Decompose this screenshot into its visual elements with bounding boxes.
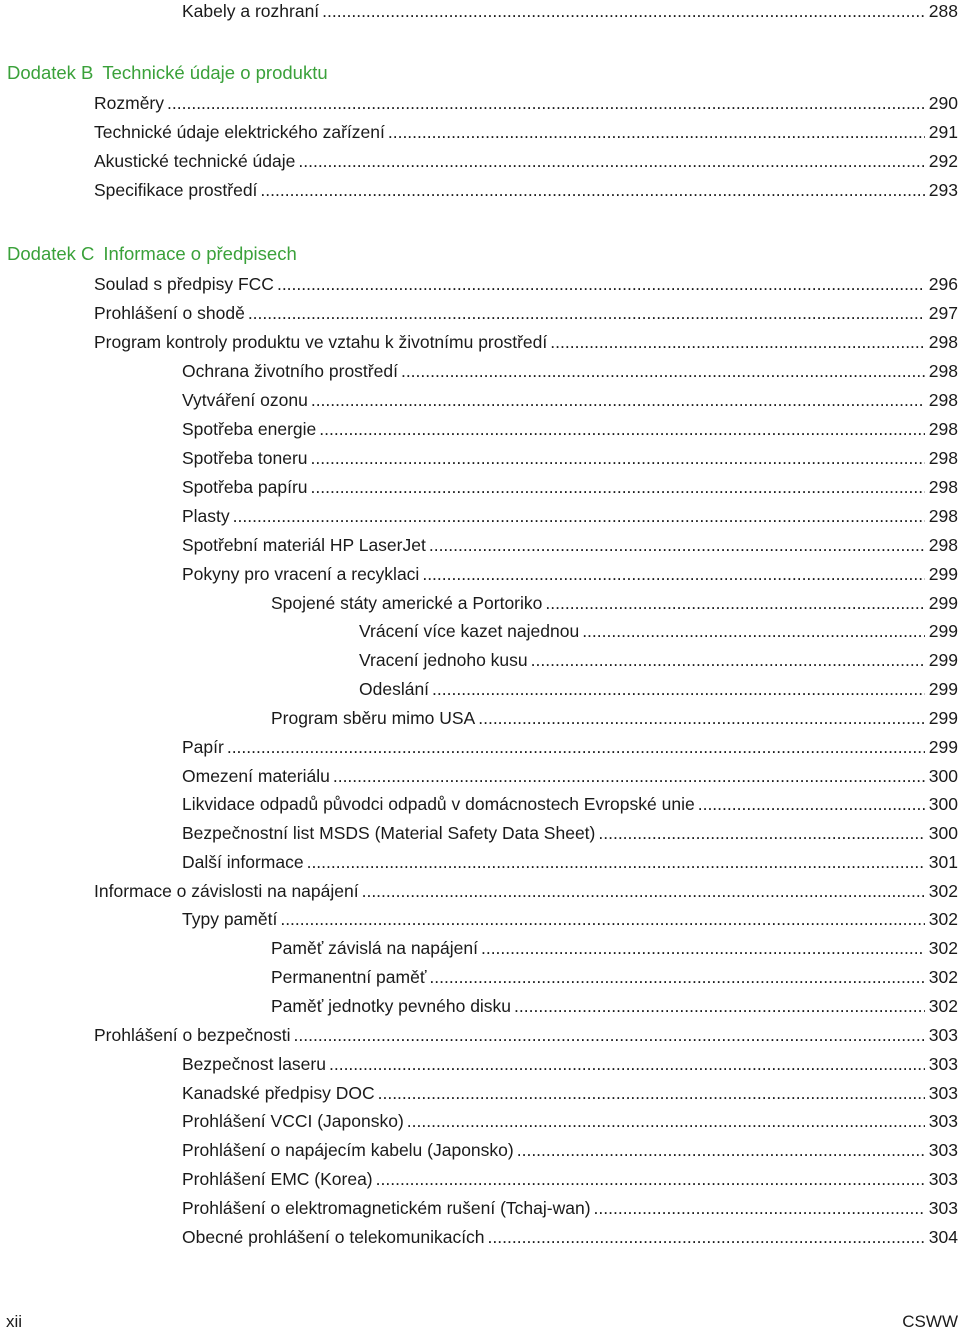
dot-leader bbox=[401, 360, 925, 382]
toc-entry-page: 303 bbox=[928, 1140, 958, 1160]
toc-entry[interactable] bbox=[182, 908, 958, 930]
toc-entry-page: 303 bbox=[928, 1111, 958, 1131]
dot-leader bbox=[594, 1197, 925, 1219]
dot-leader bbox=[307, 851, 925, 873]
toc-entry-title: Vracení jednoho kusu bbox=[359, 650, 528, 670]
toc-entry[interactable] bbox=[182, 1053, 958, 1075]
toc-entry[interactable] bbox=[94, 880, 958, 902]
toc-entry-page: 303 bbox=[928, 1083, 958, 1103]
toc-entry[interactable] bbox=[182, 447, 958, 469]
toc-entry[interactable] bbox=[182, 476, 958, 498]
toc-entry-page: 303 bbox=[928, 1169, 958, 1189]
toc-entry-title: Spojené státy americké a Portoriko bbox=[271, 593, 543, 613]
toc-entry[interactable] bbox=[182, 736, 958, 758]
toc-entry[interactable] bbox=[182, 534, 958, 556]
toc-entry-page: 303 bbox=[928, 1198, 958, 1218]
dot-leader bbox=[260, 179, 924, 201]
toc-entry-title: Rozměry bbox=[94, 93, 165, 113]
toc-entry-title: Spotřební materiál HP LaserJet bbox=[182, 535, 426, 555]
toc-entry-title: Typy pamětí bbox=[182, 909, 278, 929]
toc-entry-title: Vrácení více kazet najednou bbox=[359, 621, 580, 641]
dot-leader bbox=[478, 707, 925, 729]
dot-leader bbox=[280, 908, 924, 930]
toc-entry[interactable] bbox=[182, 563, 958, 585]
toc-entry-title: Technické údaje elektrického zařízení bbox=[94, 122, 385, 142]
toc-entry-page: 288 bbox=[928, 1, 958, 21]
toc-entry-title: Prohlášení o elektromagnetickém rušení (Tchaj-wan) bbox=[182, 1198, 591, 1218]
dot-leader bbox=[376, 1168, 925, 1190]
dot-leader bbox=[233, 505, 925, 527]
toc-entry-page: 302 bbox=[928, 909, 958, 929]
footer-doc-code: CSWW bbox=[902, 1312, 958, 1331]
dot-leader bbox=[481, 937, 925, 959]
dot-leader bbox=[378, 1082, 925, 1104]
appendix-c-heading[interactable] bbox=[7, 242, 297, 266]
toc-entry[interactable] bbox=[94, 273, 958, 295]
toc-entry[interactable] bbox=[182, 1168, 958, 1190]
appendix-b-heading[interactable] bbox=[7, 61, 328, 85]
toc-entry-title: Další informace bbox=[182, 852, 304, 872]
toc-entry[interactable] bbox=[182, 765, 958, 787]
toc-entry[interactable] bbox=[182, 1082, 958, 1104]
footer-page-number: xii bbox=[6, 1312, 23, 1331]
toc-entry[interactable] bbox=[182, 851, 958, 873]
dot-leader bbox=[333, 765, 925, 787]
dot-leader bbox=[422, 563, 924, 585]
dot-leader bbox=[698, 793, 925, 815]
toc-entry-title: Spotřeba papíru bbox=[182, 477, 308, 497]
dot-leader bbox=[311, 389, 925, 411]
toc-entry-page: 303 bbox=[928, 1054, 958, 1074]
toc-entry-title: Paměť jednotky pevného disku bbox=[271, 996, 512, 1016]
toc-entry-title: Soulad s předpisy FCC bbox=[94, 274, 274, 294]
toc-entry-title: Plasty bbox=[182, 506, 230, 526]
dot-leader bbox=[517, 1139, 925, 1161]
toc-entry-title: Vytváření ozonu bbox=[182, 390, 308, 410]
toc-entry-page: 300 bbox=[928, 794, 958, 814]
toc-entry-page: 303 bbox=[928, 1025, 958, 1045]
toc-entry-page: 299 bbox=[928, 621, 958, 641]
toc-entry-page: 300 bbox=[928, 766, 958, 786]
toc-entry-title: Prohlášení o bezpečnosti bbox=[94, 1025, 291, 1045]
toc-entry-title: Papír bbox=[182, 737, 224, 757]
toc-entry[interactable] bbox=[182, 793, 958, 815]
toc-entry-title: Bezpečnostní list MSDS (Material Safety Data Sheet) bbox=[182, 823, 596, 843]
toc-entry-page: 291 bbox=[928, 122, 958, 142]
toc-entry-title: Odeslání bbox=[359, 679, 430, 699]
toc-entry-page: 302 bbox=[928, 881, 958, 901]
toc-entry-title: Program sběru mimo USA bbox=[271, 708, 476, 728]
toc-entry[interactable] bbox=[94, 92, 958, 114]
toc-entry-title: Spotřeba energie bbox=[182, 419, 317, 439]
dot-leader bbox=[311, 447, 925, 469]
toc-entry-page: 293 bbox=[928, 180, 958, 200]
toc-entry[interactable] bbox=[182, 418, 958, 440]
toc-entry-page: 298 bbox=[928, 506, 958, 526]
toc-entry-title: Akustické technické údaje bbox=[94, 151, 296, 171]
toc-entry-title: Specifikace prostředí bbox=[94, 180, 258, 200]
toc-entry-title: Omezení materiálu bbox=[182, 766, 330, 786]
dot-leader bbox=[294, 1024, 925, 1046]
toc-entry[interactable] bbox=[359, 620, 958, 642]
toc-entry[interactable] bbox=[182, 0, 958, 22]
toc-entry-page: 304 bbox=[928, 1227, 958, 1247]
toc-entry-page: 298 bbox=[928, 390, 958, 410]
toc-entry-title: Permanentní paměť bbox=[271, 967, 427, 987]
toc-entry-page: 302 bbox=[928, 938, 958, 958]
dot-leader bbox=[329, 1053, 925, 1075]
toc-entry[interactable] bbox=[271, 937, 958, 959]
dot-leader bbox=[227, 736, 925, 758]
dot-leader bbox=[322, 0, 925, 22]
toc-entry-page: 299 bbox=[928, 679, 958, 699]
toc-entry[interactable] bbox=[182, 505, 958, 527]
dot-leader bbox=[582, 620, 925, 642]
toc-entry[interactable] bbox=[94, 1024, 958, 1046]
appendix-title: Technické údaje o produktu bbox=[102, 62, 328, 83]
toc-entry[interactable] bbox=[94, 179, 958, 201]
toc-entry-title: Obecné prohlášení o telekomunikacích bbox=[182, 1227, 485, 1247]
toc-entry[interactable] bbox=[182, 389, 958, 411]
toc-entry-page: 302 bbox=[928, 996, 958, 1016]
toc-entry-title: Spotřeba toneru bbox=[182, 448, 308, 468]
dot-leader bbox=[488, 1226, 925, 1248]
dot-leader bbox=[248, 302, 925, 324]
toc-entry-page: 300 bbox=[928, 823, 958, 843]
toc-entry-page: 302 bbox=[928, 967, 958, 987]
appendix-label: Dodatek C bbox=[7, 243, 95, 264]
toc-entry-page: 298 bbox=[928, 361, 958, 381]
toc-entry-page: 299 bbox=[928, 564, 958, 584]
toc-entry-page: 290 bbox=[928, 93, 958, 113]
toc-entry[interactable] bbox=[271, 995, 958, 1017]
toc-entry-page: 299 bbox=[928, 593, 958, 613]
toc-entry-title: Ochrana životního prostředí bbox=[182, 361, 398, 381]
toc-entry[interactable] bbox=[182, 822, 958, 844]
toc-entry[interactable] bbox=[94, 331, 958, 353]
toc-entry[interactable] bbox=[182, 1139, 958, 1161]
toc-entry[interactable] bbox=[271, 707, 958, 729]
toc-entry[interactable] bbox=[94, 302, 958, 324]
dot-leader bbox=[319, 418, 925, 440]
toc-entry-page: 298 bbox=[928, 448, 958, 468]
toc-entry-title: Pokyny pro vracení a recyklaci bbox=[182, 564, 420, 584]
toc-entry-page: 297 bbox=[928, 303, 958, 323]
dot-leader bbox=[429, 534, 925, 556]
toc-entry-title: Prohlášení EMC (Korea) bbox=[182, 1169, 373, 1189]
toc-entry-title: Bezpečnost laseru bbox=[182, 1054, 326, 1074]
dot-leader bbox=[598, 822, 924, 844]
toc-entry-title: Paměť závislá na napájení bbox=[271, 938, 478, 958]
toc-entry[interactable] bbox=[182, 1226, 958, 1248]
toc-entry-title: Prohlášení VCCI (Japonsko) bbox=[182, 1111, 404, 1131]
toc-entry-page: 299 bbox=[928, 708, 958, 728]
toc-entry-page: 299 bbox=[928, 650, 958, 670]
toc-entry-page: 298 bbox=[928, 477, 958, 497]
toc-entry-page: 301 bbox=[928, 852, 958, 872]
dot-leader bbox=[514, 995, 925, 1017]
dot-leader bbox=[298, 150, 924, 172]
toc-entry[interactable] bbox=[182, 1197, 958, 1219]
toc-entry-page: 298 bbox=[928, 419, 958, 439]
toc-entry[interactable] bbox=[94, 150, 958, 172]
toc-entry-page: 292 bbox=[928, 151, 958, 171]
dot-leader bbox=[167, 92, 925, 114]
dot-leader bbox=[388, 121, 925, 143]
toc-entry[interactable] bbox=[182, 1110, 958, 1132]
dot-leader bbox=[531, 649, 925, 671]
toc-entry-page: 298 bbox=[928, 332, 958, 352]
dot-leader bbox=[545, 592, 924, 614]
dot-leader bbox=[429, 966, 924, 988]
toc-entry-title: Informace o závislosti na napájení bbox=[94, 881, 359, 901]
dot-leader bbox=[362, 880, 925, 902]
toc-entry-title: Kabely a rozhraní bbox=[182, 1, 320, 21]
toc-entry-title: Prohlášení o shodě bbox=[94, 303, 245, 323]
toc-entry-title: Program kontroly produktu ve vztahu k životnímu prostředí bbox=[94, 332, 548, 352]
toc-entry-page: 299 bbox=[928, 737, 958, 757]
toc-entry[interactable] bbox=[271, 966, 958, 988]
toc-entry-page: 298 bbox=[928, 535, 958, 555]
toc-entry[interactable] bbox=[359, 649, 958, 671]
toc-entry[interactable] bbox=[359, 678, 958, 700]
appendix-label: Dodatek B bbox=[7, 62, 94, 83]
toc-entry[interactable] bbox=[271, 592, 958, 614]
dot-leader bbox=[277, 273, 925, 295]
dot-leader bbox=[311, 476, 925, 498]
toc-entry-page: 296 bbox=[928, 274, 958, 294]
dot-leader bbox=[432, 678, 925, 700]
toc-entry[interactable] bbox=[182, 360, 958, 382]
dot-leader bbox=[407, 1110, 925, 1132]
dot-leader bbox=[550, 331, 925, 353]
toc-entry-title: Prohlášení o napájecím kabelu (Japonsko) bbox=[182, 1140, 514, 1160]
appendix-title: Informace o předpisech bbox=[103, 243, 297, 264]
toc-entry-title: Kanadské předpisy DOC bbox=[182, 1083, 375, 1103]
toc-entry-title: Likvidace odpadů původci odpadů v domácnostech Evropské unie bbox=[182, 794, 695, 814]
toc-entry[interactable] bbox=[94, 121, 958, 143]
